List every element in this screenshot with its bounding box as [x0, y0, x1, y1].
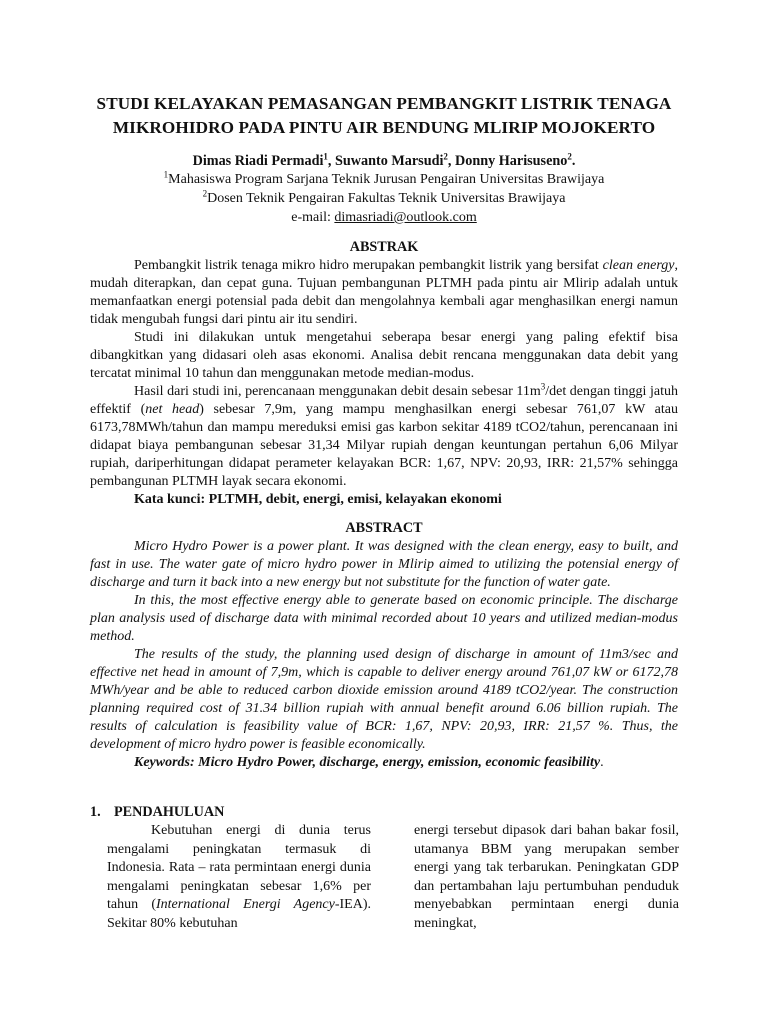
abstract-paragraph-3: The results of the study, the planning used design of discharge in amount of 11m3/sec and effective net head in amount of 7,9m, which is capable to deliver energy around 761,07 kW or 6172,78 MWh/year and be able to reduced carbon dioxide emission around 4189 tCO2/year. The construction planning required cost of 31.34 billion rupiah with annual benefit around 6.06 billion rupiah. The results of calculation is feasibility value of BCR: 1,67, NPV: 20,93, IRR: 21,57 %. Thus, the development of micro hydro power is feasible economically.	[90, 647, 678, 752]
superscript: 3	[540, 381, 546, 392]
author-affiliation-mark: 2	[567, 151, 572, 162]
column-right	[414, 822, 679, 933]
kata-kunci: Kata kunci: PLTMH, debit, energi, emisi, kelayakan ekonomi	[134, 492, 502, 507]
text-run: -IEA). Sekitar 80% kebutuhan	[107, 897, 371, 931]
affiliation-1	[60, 170, 708, 189]
author-separator: ,	[327, 153, 336, 169]
section-number: 1.	[90, 804, 101, 820]
keywords-text: Keywords: Micro Hydro Power, discharge, energy, emission, economic feasibility	[134, 755, 601, 770]
author-separator: .	[571, 153, 576, 169]
column-left	[107, 822, 371, 933]
abstrak-heading: ABSTRAK	[349, 239, 419, 255]
text-run: Hasil dari studi ini, perencanaan menggunakan debit desain sebesar 11m	[134, 384, 541, 399]
keywords	[90, 754, 678, 772]
text-run: /det dengan tinggi jatuh effektif (	[90, 384, 678, 417]
text-run: Kebutuhan energi di dunia terus mengalami peningkatan termasuk di Indonesia. Rata – rata permintaan energi dunia mengalami peningkatan sebesar 1,6% per tahun (	[107, 823, 371, 912]
author-list	[60, 151, 708, 171]
emphasis-text: International Energi Agency	[155, 897, 335, 912]
text-run: Pembangkit listrik tenaga mikro hidro merupakan pembangkit listrik yang bersifat	[134, 258, 603, 273]
emphasis-text: net head	[145, 402, 200, 417]
paper-title	[60, 92, 708, 140]
abstract-heading: ABSTRACT	[345, 520, 423, 536]
intro-paragraph-left	[107, 822, 371, 933]
email-label: e-mail:	[291, 210, 335, 225]
affiliation-text: Dosen Teknik Pengairan Fakultas Teknik Universitas Brawijaya	[207, 191, 566, 206]
abstrak-paragraph-1	[90, 257, 678, 329]
section-heading	[90, 803, 224, 821]
emphasis-text: clean energy	[602, 258, 675, 273]
section-title: PENDAHULUAN	[114, 804, 225, 820]
title-line-2: MIKROHIDRO PADA PINTU AIR BENDUNG MLIRIP MOJOKERTO	[112, 118, 656, 137]
author-affiliation-mark: 1	[323, 151, 328, 162]
abstrak-paragraph-2: Studi ini dilakukan untuk mengetahui seberapa besar energi yang paling efektif bisa dibangkitkan yang didasari oleh asas ekonomi. Analisa debit rencana menggunakan data debit yang tercatat minimal 10 tahun dan menggunakan metode median-modus.	[90, 330, 678, 381]
author-separator: ,	[447, 153, 456, 169]
keywords-end: .	[600, 755, 604, 770]
email-link[interactable]: dimasriadi@outlook.com	[334, 210, 477, 225]
author-affiliation-mark: 2	[443, 151, 448, 162]
email-line	[60, 208, 708, 227]
author-name: Dimas Riadi Permadi	[192, 153, 324, 169]
title-line-1: STUDI KELAYAKAN PEMASANGAN PEMBANGKIT LISTRIK TENAGA	[96, 94, 672, 113]
text-run: , mudah diterapkan, dan cepat guna. Tujuan pembangunan PLTMH pada pintu air Mlirip adalah untuk memanfaatkan energi potensial pada debit dan mengolahnya kembali agar menghasilkan energi namun tidak mengubah fungsi dari pintu air itu sendiri.	[90, 258, 679, 327]
abstrak-body	[90, 257, 678, 509]
abstract-body	[90, 538, 678, 772]
affiliation-mark: 1	[163, 169, 169, 180]
text-run: ) sebesar 7,9m, yang mampu menghasilkan energi sebesar 761,07 kW atau 6173,78MWh/tahun dan mampu mereduksi emisi gas karbon sekitar 4189 tCO2/tahun, perencanaan ini didapat biaya pembangunan sebesar 31,34 Milyar rupiah dengan keuntungan pertahun 6,06 Milyar rupiah, dariperhitungan didapat perameter kelayakan BCR: 1,67, NPV: 20,93, IRR: 21,57% sehingga pembangunan PLTMH layak secara ekonomi.	[90, 402, 678, 489]
intro-paragraph-right: energi tersebut dipasok dari bahan bakar fosil, utamanya BBM yang merupakan sember energi yang tak terbarukan. Peningkatan GDP dan pertambahan laju pertumbuhan penduduk menyebabkan permintaan energi dunia meningkat,	[414, 823, 679, 931]
abstract-paragraph-2: In this, the most effective energy able to generate based on economic principle. The discharge plan analysis used of discharge data with minimal recorded about 10 years and utilized median-modus method.	[90, 593, 678, 644]
affiliation-mark: 2	[202, 188, 208, 199]
abstract-paragraph-1: Micro Hydro Power is a power plant. It was designed with the clean energy, easy to built, and fast in use. The water gate of micro hydro power in Mlirip aimed to utilizing the potensial energy of discharge and turn it back into a new energy but not substitute for the function of water gate.	[90, 539, 678, 590]
author-name: Donny Harisuseno	[455, 153, 568, 169]
affiliation-2	[60, 189, 708, 208]
affiliation-text: Mahasiswa Program Sarjana Teknik Jurusan Pengairan Universitas Brawijaya	[168, 172, 605, 187]
abstrak-paragraph-3	[90, 383, 678, 491]
author-name: Suwanto Marsudi	[335, 153, 444, 169]
